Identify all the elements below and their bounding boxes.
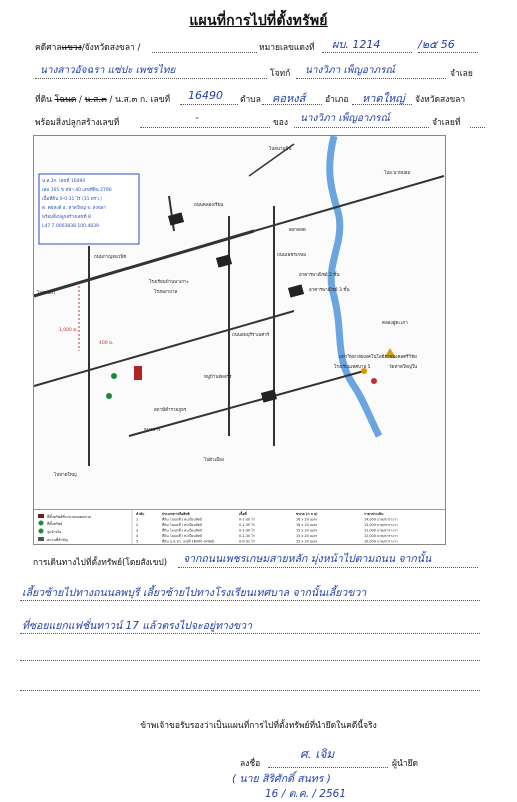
dotted-line [35, 78, 267, 79]
table-cell: 0-0-31 ไร่ [239, 539, 255, 544]
table-cell: 2 [136, 523, 139, 527]
dotted-line [180, 104, 238, 105]
form-row-3 [35, 92, 170, 106]
legend-table-drawing [34, 510, 445, 545]
struck-text: แขวง [61, 43, 82, 53]
table-header-cell: ราคาประเมิน [364, 512, 384, 516]
landmark-dot [371, 378, 377, 384]
case-year-value: /๒๕ 56 [418, 38, 455, 51]
table-cell: 10,000 บาท/ตารางวา [364, 539, 398, 544]
lower-road [34, 311, 294, 386]
province-label: จังหวัดสงขลา [415, 95, 466, 105]
land-label: ที่ดิน [35, 95, 52, 105]
map-label-bank: ธนาคาร [144, 428, 161, 433]
defendant-number-label: จำเลยที่ [432, 118, 461, 128]
table-cell: 12,000 บาท/ตารางวา [364, 534, 398, 538]
dotted-line [470, 127, 485, 128]
map-drawing [34, 136, 445, 509]
amphoe-label: อำเภอ [325, 95, 349, 105]
owner-value: นางวิภา เพ็ญอาภรณ์ [300, 113, 390, 124]
legend-swatch [38, 514, 44, 518]
land-number-value: 16490 [188, 89, 223, 102]
info-line: น.ส.3ก. เลขที่ 16490 [42, 179, 86, 184]
building-label: พร้อมสิ่งปลูกสร้างเลขที่ [35, 118, 120, 128]
landmark-dot [106, 393, 112, 399]
map-label-market: ตลาดสด [289, 228, 306, 233]
directions-line-3: ที่ซอยแยกแฟชั่นทาวน์ 17 แล้วตรงไปจะอยู่ทางขวา [22, 620, 253, 632]
table-cell: ที่ดิน โฉนดที่ / ทะเบียนสิทธิ [162, 523, 203, 527]
map-label-shop1: อาคารพาณิชย์ 2 ชั้น [299, 273, 340, 278]
table-cell: 14,000 บาท/ตารางวา [364, 517, 398, 522]
table-cell: 16 x 20 เมตร [296, 523, 318, 527]
table-cell: 4 [136, 534, 139, 538]
table-cell: 0-1-30 ไร่ [239, 523, 255, 527]
signature-mark: ศ. เจิม [300, 747, 335, 761]
table-header-cell: ขนาด (ก x ย) [296, 512, 318, 516]
table-cell: ที่ดิน โฉนดที่ / ทะเบียนสิทธิ [162, 534, 203, 538]
table-cell: 0-1-30 ไร่ [239, 534, 255, 538]
info-line: เนื้อที่ดิน 0-0-31 ไร่ (31 ตรว.) [42, 197, 102, 202]
intersection-marker [288, 284, 304, 297]
table-header-cell: ลำดับ [136, 512, 145, 516]
table-cell: 13,000 บาท/ตารางวา [364, 523, 398, 527]
table-cell: 3 [136, 528, 139, 533]
certification-text: ข้าพเจ้าขอรับรองว่าเป็นแผนที่การไปที่ตั้งทรัพย์ที่นำยึดในคดีนี้จริง [140, 721, 377, 731]
river [330, 136, 379, 436]
info-line: พร้อมสิ่งปลูกสร้างเลขที่ 8 [42, 215, 91, 220]
vertical-road-4 [169, 196, 174, 231]
intersection-marker [168, 212, 184, 225]
dotted-line [20, 690, 480, 691]
directions-label: การเดินทางไปที่ตั้งทรัพย์(โดยสังเขป) [33, 558, 168, 568]
red-case-label: หมายเลขแดงที่ [259, 43, 315, 53]
legend-swatch [38, 537, 44, 541]
map-label-temple: วัดหาดใหญ่ใน [389, 365, 418, 370]
info-line: เล่ม 165 ข หน้า 40 เลขที่ดิน 2790 [42, 188, 112, 193]
table-cell: 0-1-30 ไร่ [239, 517, 255, 522]
info-line: L47 7.0003838 100.4839 [42, 224, 99, 229]
map-label-road-v2: ถนนเพชรเกษม [277, 253, 307, 258]
map-label-bottom-left: ไปหาดใหญ่ [54, 473, 77, 478]
dotted-line [294, 127, 429, 128]
dotted-line [140, 127, 270, 128]
tambon-label: ตำบล [240, 95, 261, 105]
table-cell: ที่ดิน โฉนดที่ / ทะเบียนสิทธิ [162, 528, 203, 533]
sign-label: ลงชื่อ [240, 759, 261, 769]
plaintiff-value: นางสาวอัจฉรา แซ่ปะ เพชรไทย [40, 65, 176, 76]
landmark-dot [111, 373, 117, 379]
map-label-shop2: อาคารพาณิชย์ 3 ชั้น [309, 288, 350, 293]
legend-label: จุดอ้างอิง [47, 530, 62, 534]
legend-label: ที่ตั้งทรัพย์ที่จะขายทอดตลาด [47, 515, 91, 519]
legend-label: ที่ตั้งทรัพย์ [47, 522, 63, 526]
defendant-value: นางวิภา เพ็ญอาภรณ์ [305, 65, 395, 76]
table-cell: 15 x 20 เมตร [296, 539, 318, 544]
property-marker [134, 366, 142, 380]
table-header-cell: ประเภทการถือสิทธิ [162, 512, 190, 516]
court-province-label: /จังหวัดสงขลา / [81, 43, 141, 53]
map-label-road-v1: ถนนลพบุรีราเมศวร์ [232, 333, 270, 338]
owner-label: ของ [273, 118, 289, 128]
ns3k-label: / น.ส.๓ ก. เลขที่ [109, 95, 171, 105]
sign-date: 16 / ต.ค. / 2561 [265, 788, 347, 800]
signer-name: ( นาย สิริศักดิ์ สนทร ) [232, 773, 331, 785]
directions-line-1: จากถนนเพชรเกษมสายหลัก มุ่งหน้าไปตามถนน จากนั้น [183, 553, 432, 565]
table-cell: 1 [136, 517, 139, 522]
table-cell: 12,000 บาท/ตารางวา [364, 528, 398, 533]
struck-title-deed: โฉนด [54, 95, 77, 105]
legend-swatch [39, 521, 44, 526]
page-title: แผนที่การไปที่ตั้งทรัพย์ [189, 13, 328, 29]
building-number-value: - [195, 111, 199, 124]
info-line: ต. คอหงส์ อ. หาดใหญ่ จ. สงขลา [42, 206, 107, 211]
table-cell: 0-1-30 ไร่ [239, 528, 255, 533]
map-label-village: หมู่บ้านจัดสรร [204, 375, 232, 380]
table-cell: 5 [136, 539, 139, 544]
table-cell: ที่ดิน น.ส.3ก. เลขที่ 16490 (ทรัพย์) [162, 539, 215, 544]
legend-swatch [39, 529, 44, 534]
main-road-ext [254, 176, 444, 231]
map-label-top-right: ไปอ.นาหม่อม [384, 171, 411, 176]
case-number-value: ผบ. 1214 [332, 38, 381, 51]
plaintiff-label: โจทก์ [270, 69, 291, 79]
table-header-cell: เนื้อที่ [239, 512, 247, 516]
legend-and-price-table [34, 509, 445, 545]
struck-ns3: น.ส.๓ [84, 95, 107, 105]
map-label-university: มหาวิทยาลัยเทคโนโลยีราชมงคลศรีวิชัย [339, 355, 417, 360]
map-label-office: สถานีตำรวจภูธร [154, 408, 187, 413]
table-cell: 15 x 20 เมตร [296, 528, 318, 533]
directions-line-2: เลี้ยวซ้ายไปทางถนนลพบุรี เลี้ยวซ้ายไปทางโรงเรียนเทศบาล จากนั้นเลี้ยวขวา [22, 587, 367, 599]
map-label-left: ไปสงขลา [37, 291, 56, 296]
map-label-main-road: ถนนกาญจนวนิช [94, 255, 127, 260]
map-label-school2: โรงเรียนเทศบาล 5 [334, 365, 371, 370]
dotted-line [268, 767, 388, 768]
map-label-canal: คลองอู่ตะเภา [382, 321, 408, 326]
form-row-1 [35, 40, 140, 54]
map-label-distance2: 400 ม. [99, 341, 114, 346]
bottom-road [129, 371, 364, 436]
map-label-bottom-mid: ไปตัวเมือง [204, 458, 224, 463]
map-label-hospital: โรงพยาบาล [154, 290, 178, 295]
map-label-school1: โรงเรียนบ้านนาเกาะ [149, 280, 189, 285]
table-cell: 15 x 20 เมตร [296, 534, 318, 538]
location-map [33, 135, 446, 545]
legend-label: สถานที่สำคัญ [47, 538, 68, 542]
dotted-line [152, 52, 257, 53]
case-court-label: คดีศาล [35, 43, 62, 53]
map-label-road-v3: ถนนคลองเรียน [194, 203, 224, 208]
table-cell: ที่ดิน โฉนดที่ / ทะเบียนสิทธิ [162, 517, 203, 522]
dotted-line [178, 567, 478, 568]
separator: / [79, 95, 82, 105]
amphoe-value: หาดใหญ่ [362, 92, 405, 105]
table-cell: 16 x 20 เมตร [296, 517, 318, 522]
map-label-airport: ไปสนามบิน [269, 147, 292, 152]
map-label-distance: 1,000 ม. [59, 328, 78, 333]
defendant-label: จำเลย [450, 69, 473, 79]
sign-role-label: ผู้นำยึด [392, 759, 419, 769]
dotted-line [20, 660, 480, 661]
tambon-value: คอหงส์ [272, 92, 306, 105]
dotted-line [296, 78, 446, 79]
